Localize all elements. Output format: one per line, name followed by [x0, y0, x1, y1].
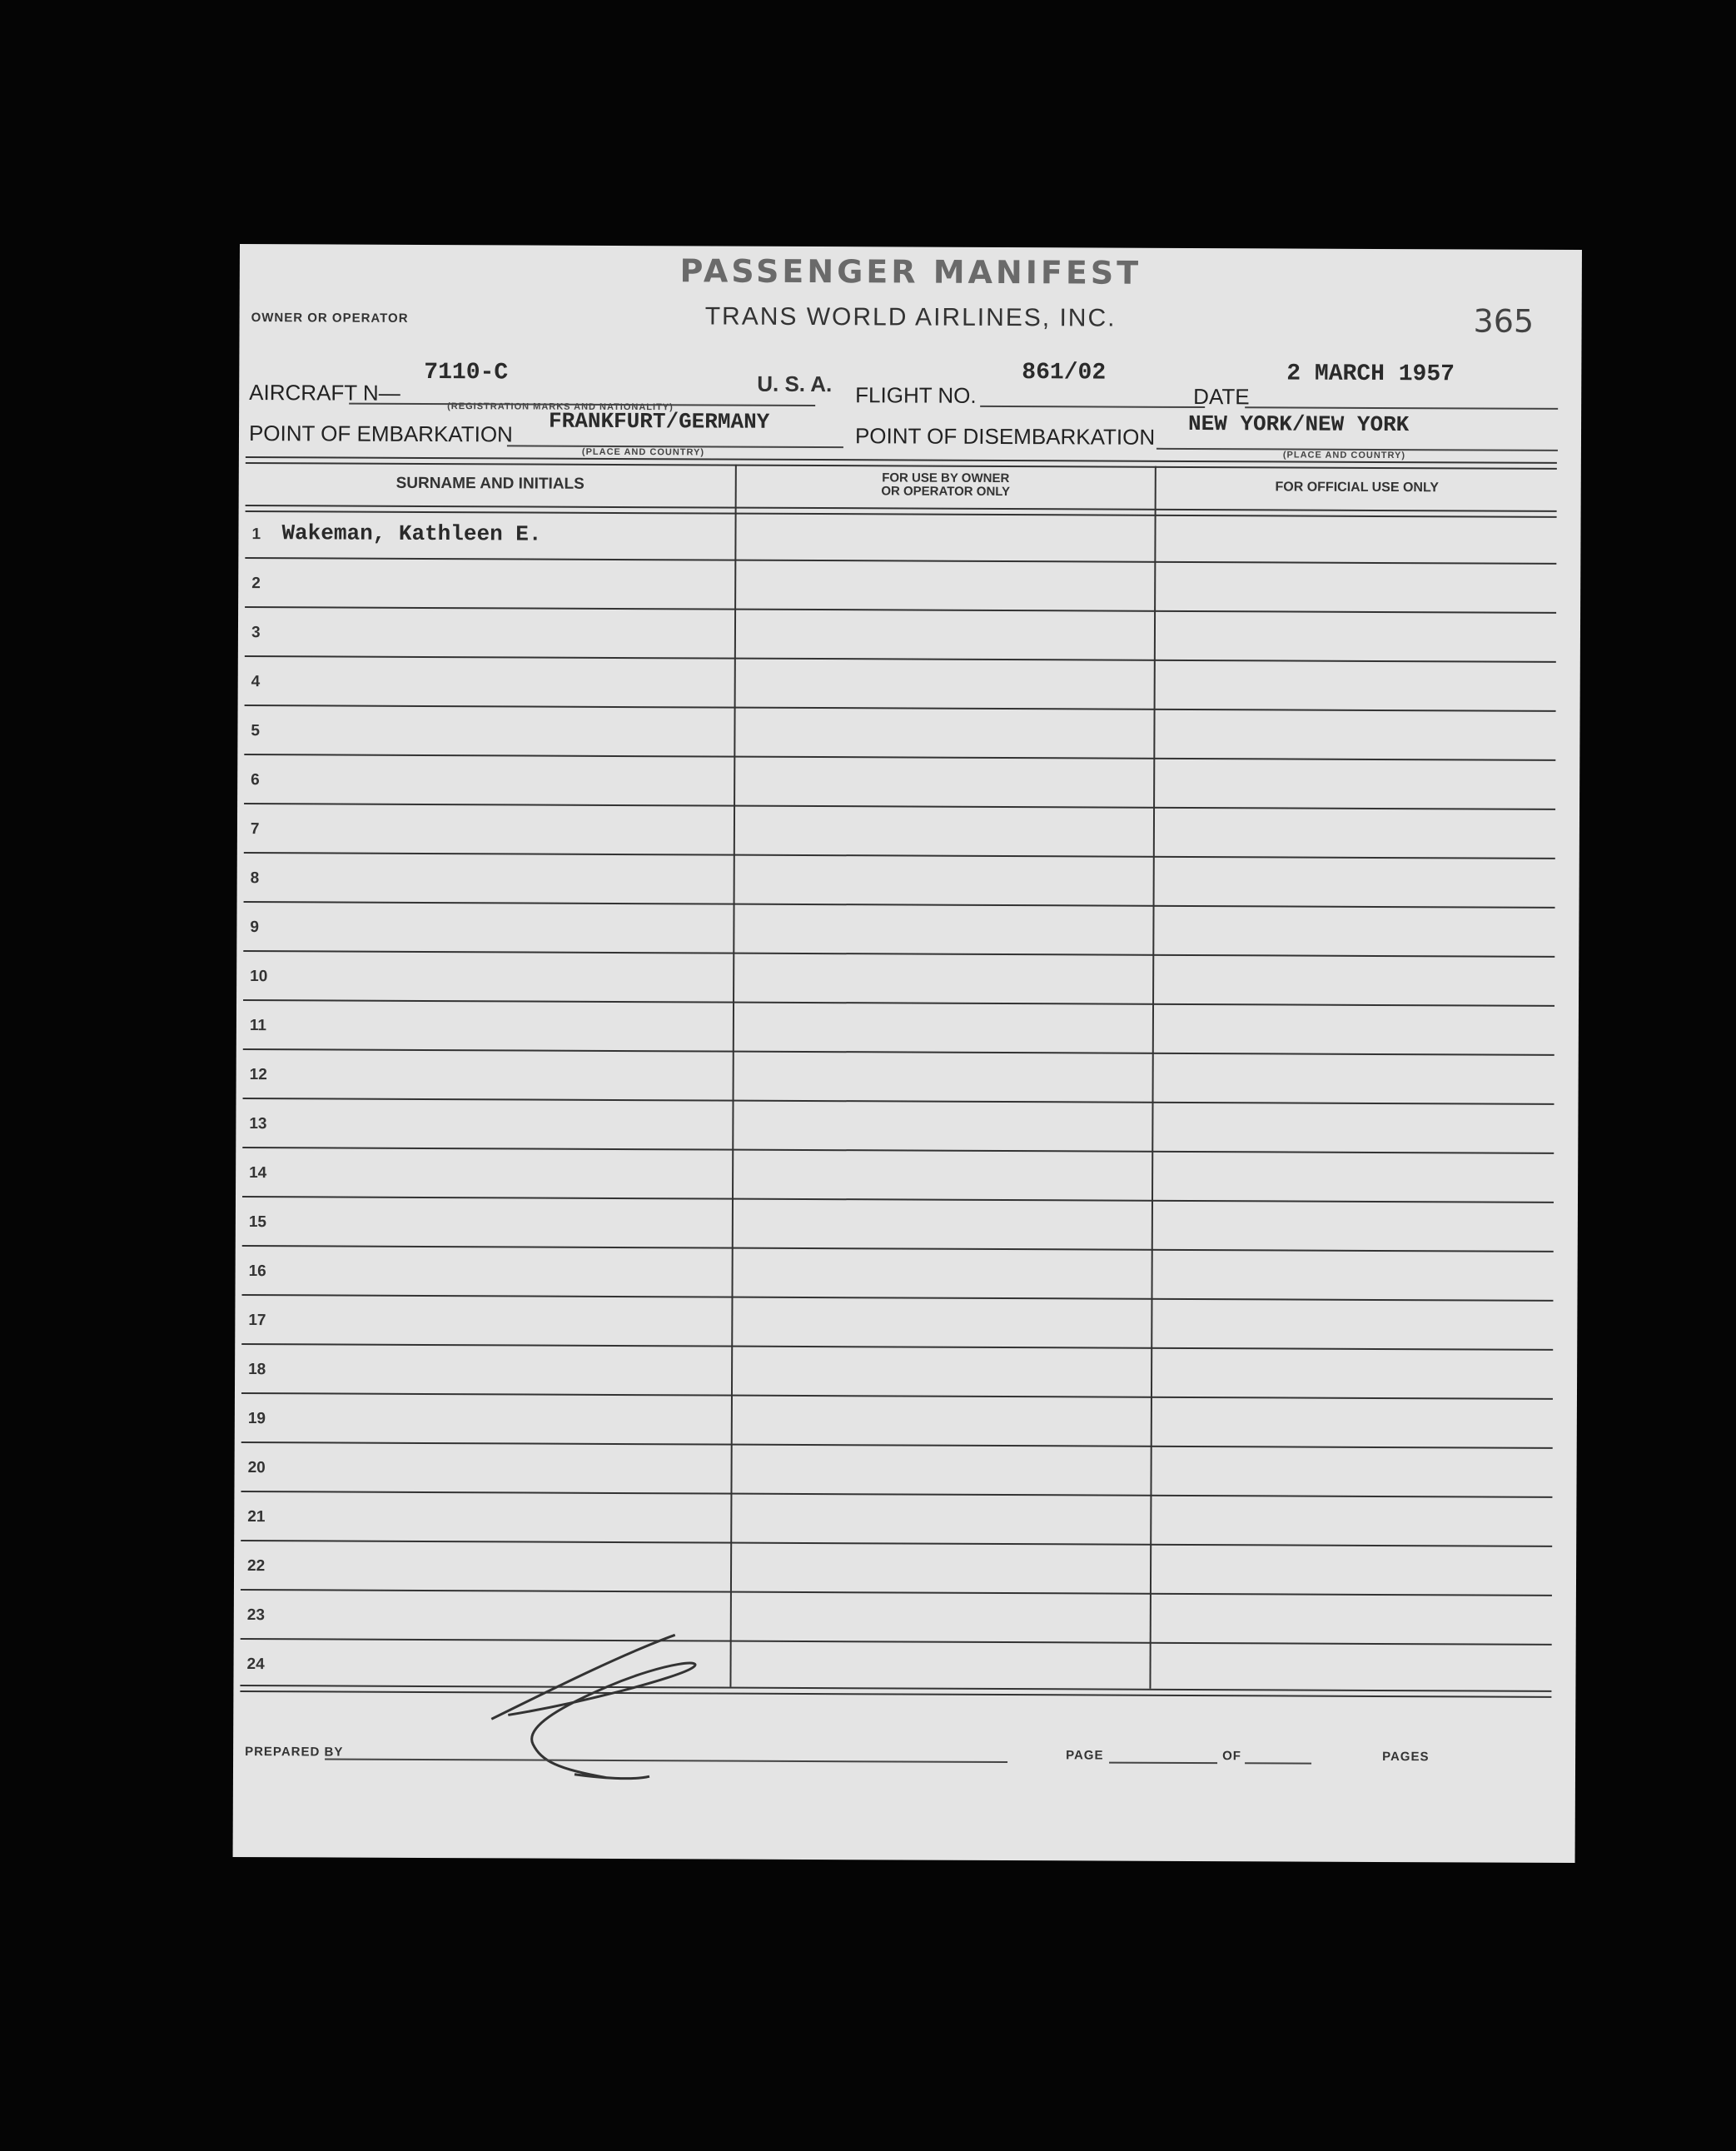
- aircraft-label: AIRCRAFT N—: [249, 380, 400, 406]
- row-number: 11: [249, 1017, 267, 1035]
- embarkation-place-note: (PLACE AND COUNTRY): [581, 446, 705, 458]
- row-number: 13: [249, 1115, 267, 1133]
- disembarkation-value: NEW YORK/NEW YORK: [1188, 411, 1410, 438]
- row-number: 15: [248, 1213, 267, 1232]
- row-rule: [241, 1491, 1552, 1498]
- row-number: 21: [247, 1508, 266, 1526]
- row-rule: [242, 1196, 1554, 1203]
- row-rule: [241, 1294, 1553, 1302]
- col-surname-header: SURNAME AND INITIALS: [395, 474, 584, 493]
- document-title: PASSENGER MANIFEST: [679, 252, 1142, 291]
- row-rule: [245, 655, 1556, 663]
- row-number: 6: [251, 771, 260, 789]
- row-number: 12: [249, 1066, 267, 1084]
- row-rule: [242, 1245, 1554, 1252]
- row-rule: [241, 1540, 1552, 1547]
- row-rule: [243, 950, 1554, 958]
- row-rule: [244, 901, 1555, 909]
- date-underline: [1245, 406, 1558, 410]
- registration-note: (REGISTRATION MARKS AND NATIONALITY): [447, 401, 674, 413]
- col-official-header: FOR OFFICIAL USE ONLY: [1275, 480, 1440, 495]
- embarkation-value: FRANKFURT/GERMANY: [549, 408, 770, 435]
- row-rule: [241, 1392, 1553, 1400]
- aircraft-value: 7110-C: [424, 359, 509, 386]
- row-number: 1: [251, 525, 261, 544]
- operator-name: TRANS WORLD AIRLINES, INC.: [704, 302, 1117, 332]
- flight-no-label: FLIGHT NO.: [855, 382, 977, 408]
- row-rule: [245, 705, 1556, 712]
- date-label: DATE: [1193, 383, 1250, 410]
- column-divider-1: [729, 465, 736, 1687]
- row-number: 7: [250, 820, 260, 839]
- row-rule: [241, 1638, 1552, 1646]
- flight-underline: [980, 406, 1205, 408]
- row-number: 5: [251, 722, 261, 740]
- disembarkation-label: POINT OF DISEMBARKATION: [854, 423, 1156, 450]
- row-number: 18: [248, 1361, 266, 1379]
- row-rule: [243, 999, 1554, 1007]
- date-value: 2 MARCH 1957: [1286, 361, 1455, 388]
- owner-label: OWNER OR OPERATOR: [251, 311, 409, 326]
- row-number: 24: [246, 1656, 265, 1674]
- row-rule: [241, 1589, 1552, 1596]
- page-label: PAGE: [1066, 1748, 1104, 1763]
- row-number: 8: [250, 869, 260, 888]
- of-underline: [1245, 1762, 1311, 1764]
- row-number: 4: [251, 673, 261, 691]
- row-rule: [244, 803, 1555, 810]
- pages-label: PAGES: [1382, 1750, 1430, 1765]
- of-label: OF: [1222, 1749, 1241, 1764]
- row-number: 22: [247, 1557, 266, 1576]
- col-owner-header: [737, 471, 1155, 500]
- row-rule: [243, 1098, 1554, 1105]
- row-rule: [242, 1147, 1554, 1154]
- manifest-sheet: [233, 244, 1582, 1863]
- row-number: 17: [248, 1312, 266, 1330]
- row-number: 9: [250, 919, 260, 937]
- row-number: 10: [250, 968, 268, 986]
- page-underline: [1109, 1762, 1217, 1765]
- header-bottom-rule: [246, 505, 1557, 518]
- page-stamp-number: 365: [1473, 302, 1535, 340]
- embarkation-label: POINT OF EMBARKATION: [248, 421, 513, 447]
- row-rule: [241, 1343, 1553, 1351]
- row-rule: [244, 852, 1555, 859]
- row-number: 14: [249, 1164, 267, 1183]
- col-owner-header-line1: FOR USE BY OWNER: [882, 471, 1010, 486]
- usa-label: U. S. A.: [757, 371, 833, 397]
- column-divider-2: [1149, 466, 1156, 1689]
- row-rule: [243, 1048, 1554, 1056]
- prepared-by-label: PREPARED BY: [245, 1745, 344, 1760]
- row-rule: [241, 1441, 1553, 1449]
- row-rule: [245, 557, 1556, 565]
- row-number: 19: [247, 1410, 266, 1428]
- row-number: 23: [246, 1606, 266, 1625]
- row-number: 3: [251, 624, 261, 642]
- row-number: 2: [251, 575, 261, 593]
- table-bottom-rule: [240, 1685, 1551, 1698]
- row-number: 16: [248, 1262, 266, 1281]
- signature-scribble: [483, 1627, 734, 1786]
- row-rule: [244, 754, 1555, 761]
- row-number: 20: [247, 1459, 266, 1477]
- row-rule: [245, 606, 1556, 614]
- passenger-name: Wakeman, Kathleen E.: [281, 520, 542, 547]
- disembarkation-place-note: (PLACE AND COUNTRY): [1282, 450, 1406, 461]
- col-owner-header-line2: OR OPERATOR ONLY: [881, 484, 1011, 500]
- flight-no-value: 861/02: [1022, 360, 1107, 386]
